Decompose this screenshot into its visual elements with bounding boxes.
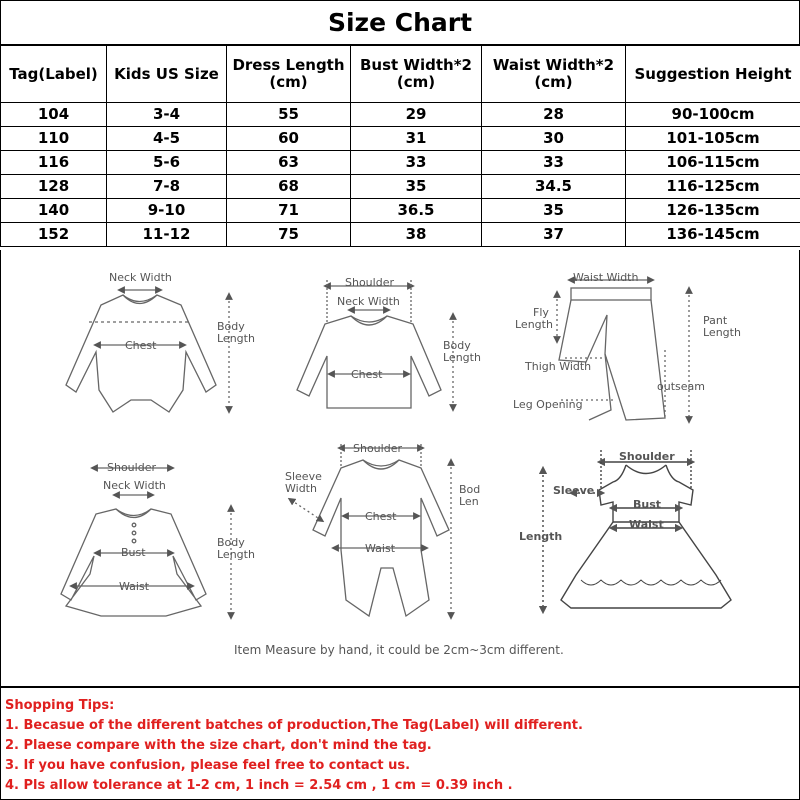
princess-bust-label: Bust <box>633 498 662 511</box>
pants-pant-label: Pant <box>703 314 728 327</box>
cell-bust-width: 36.5 <box>351 199 482 223</box>
bodysuit-neck-label: Neck Width <box>109 271 172 284</box>
header-bust-width: Bust Width*2 (cm) <box>351 46 482 103</box>
table-row <box>1 151 800 175</box>
cell-us-size: 4-5 <box>107 127 227 151</box>
page-title: Size Chart <box>0 0 800 45</box>
cell-us-size: 3-4 <box>107 103 227 127</box>
cell-waist-width: 37 <box>482 223 626 247</box>
cell-dress-length: 55 <box>227 103 351 127</box>
cell-tag: 140 <box>1 199 107 223</box>
measure-note: Item Measure by hand, it could be 2cm~3cm different. <box>234 643 564 657</box>
cell-dress-length: 60 <box>227 127 351 151</box>
cell-dress-length: 68 <box>227 175 351 199</box>
tips-heading: Shopping Tips: <box>5 698 115 713</box>
table-header-row <box>1 46 800 103</box>
cell-waist-width: 34.5 <box>482 175 626 199</box>
princess-length-label: Length <box>519 530 563 543</box>
shopping-tips <box>0 687 800 800</box>
cell-tag: 116 <box>1 151 107 175</box>
dress-body-label: Body <box>217 536 245 549</box>
table-row <box>1 223 800 247</box>
cell-us-size: 5-6 <box>107 151 227 175</box>
princess-waist-label: Waist <box>629 518 664 531</box>
cell-bust-width: 35 <box>351 175 482 199</box>
header-suggestion-height: Suggestion Height <box>626 46 800 103</box>
top-labels <box>337 276 481 381</box>
cell-height: 90-100cm <box>626 103 800 127</box>
romper-sleeve-width-label: Width <box>285 482 317 495</box>
princess-sleeve-label: Sleeve <box>553 484 595 497</box>
tip-item: 1. Becasue of the different batches of production,The Tag(Label) will different. <box>5 718 583 733</box>
cell-height: 106-115cm <box>626 151 800 175</box>
bodysuit-labels <box>109 271 255 352</box>
cell-height: 126-135cm <box>626 199 800 223</box>
top-length-label: Length <box>443 351 481 364</box>
bodysuit-chest-label: Chest <box>125 339 157 352</box>
pants-outseam-label: outseam <box>657 380 705 393</box>
pants-fly-length-label: Length <box>515 318 553 331</box>
table-row <box>1 103 800 127</box>
dress-waist-label: Waist <box>119 580 150 593</box>
dress-neck-label: Neck Width <box>103 479 166 492</box>
top-shoulder-label: Shoulder <box>345 276 394 289</box>
romper-bod-label: Bod <box>459 483 481 496</box>
tip-item: 3. If you have confusion, please feel free to contact us. <box>5 758 411 773</box>
romper-waist-label: Waist <box>365 542 396 555</box>
cell-us-size: 7-8 <box>107 175 227 199</box>
table-row <box>1 127 800 151</box>
bodysuit-length-label: Length <box>217 332 255 345</box>
measurement-diagrams <box>0 250 800 687</box>
cell-waist-width: 35 <box>482 199 626 223</box>
cell-us-size: 11-12 <box>107 223 227 247</box>
cell-waist-width: 28 <box>482 103 626 127</box>
size-table <box>0 45 800 247</box>
header-kids-us-size: Kids US Size <box>107 46 227 103</box>
cell-tag: 110 <box>1 127 107 151</box>
dress-bust-label: Bust <box>121 546 146 559</box>
table-row <box>1 175 800 199</box>
cell-dress-length: 71 <box>227 199 351 223</box>
top-neck-label: Neck Width <box>337 295 400 308</box>
cell-dress-length: 75 <box>227 223 351 247</box>
cell-bust-width: 31 <box>351 127 482 151</box>
pants-pant-length-label: Length <box>703 326 741 339</box>
cell-tag: 128 <box>1 175 107 199</box>
pants-waist-label: Waist Width <box>573 271 639 284</box>
romper-shoulder-label: Shoulder <box>353 442 402 455</box>
cell-waist-width: 33 <box>482 151 626 175</box>
romper-len-label: Len <box>459 495 479 508</box>
dress-length-label: Length <box>217 548 255 561</box>
romper-sleeve-label: Sleeve <box>285 470 322 483</box>
cell-bust-width: 38 <box>351 223 482 247</box>
tip-item: 2. Plaese compare with the size chart, don't mind the tag. <box>5 738 432 753</box>
header-tag-label: Tag(Label) <box>1 46 107 103</box>
dress-shoulder-label: Shoulder <box>107 461 156 474</box>
pants-thigh-label: Thigh Width <box>525 360 592 373</box>
cell-tag: 104 <box>1 103 107 127</box>
cell-waist-width: 30 <box>482 127 626 151</box>
measurement-diagrams-svg <box>1 250 800 687</box>
romper-chest-label: Chest <box>365 510 397 523</box>
cell-bust-width: 29 <box>351 103 482 127</box>
pants-fly-label: Fly <box>533 306 549 319</box>
cell-height: 101-105cm <box>626 127 800 151</box>
cell-us-size: 9-10 <box>107 199 227 223</box>
cell-tag: 152 <box>1 223 107 247</box>
pants-labels <box>513 271 741 411</box>
top-body-label: Body <box>443 339 471 352</box>
cell-bust-width: 33 <box>351 151 482 175</box>
cell-dress-length: 63 <box>227 151 351 175</box>
cell-height: 136-145cm <box>626 223 800 247</box>
top-chest-label: Chest <box>351 368 383 381</box>
tip-item: 4. Pls allow tolerance at 1-2 cm, 1 inch = 2.54 cm , 1 cm = 0.39 inch . <box>5 778 513 793</box>
bodysuit-body-label: Body <box>217 320 245 333</box>
princess-shoulder-label: Shoulder <box>619 450 675 463</box>
header-waist-width: Waist Width*2 (cm) <box>482 46 626 103</box>
dress-labels <box>103 461 255 593</box>
pants-leg-opening-label: Leg Opening <box>513 398 583 411</box>
table-row <box>1 199 800 223</box>
cell-height: 116-125cm <box>626 175 800 199</box>
header-dress-length: Dress Length (cm) <box>227 46 351 103</box>
